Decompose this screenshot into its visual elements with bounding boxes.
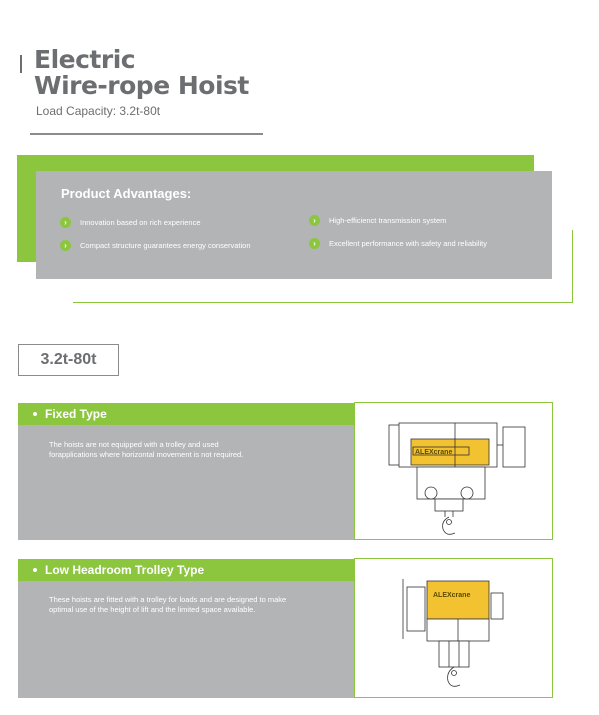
low-headroom-hoist-image xyxy=(355,559,552,697)
chevron-right-icon: › xyxy=(309,238,320,249)
advantage-text: Compact structure guarantees energy conservation xyxy=(80,241,251,250)
capacity-badge-text: 3.2t-80t xyxy=(40,351,97,368)
chevron-right-icon: › xyxy=(60,217,71,228)
fixed-type-description: The hoists are not equipped with a trolley and used forapplications where horizontal movement is not required. xyxy=(49,440,244,459)
low-headroom-description: These hoists are fitted with a trolley for loads and are designed to make optimal use of the height of lift and the limited space available. xyxy=(49,595,287,614)
low-headroom-title: Low Headroom Trolley Type xyxy=(45,563,205,577)
page-title-line-2: Wire-rope Hoist xyxy=(34,71,249,100)
advantage-item xyxy=(309,238,487,249)
hoist-brand-label: ALEXcrane xyxy=(415,449,453,456)
chevron-right-icon: › xyxy=(309,215,320,226)
fixed-hoist-image xyxy=(355,403,552,539)
page-title xyxy=(34,47,249,99)
advantages-outline-horizontal xyxy=(73,302,573,303)
fixed-type-title: Fixed Type xyxy=(45,407,107,421)
advantage-text: Innovation based on rich experience xyxy=(80,218,201,227)
fixed-type-image-frame xyxy=(354,402,553,540)
advantage-item xyxy=(60,240,251,251)
advantage-text: High-efficienct transmission system xyxy=(329,216,447,225)
bullet-icon xyxy=(33,412,37,416)
hoist-brand-label: ALEXcrane xyxy=(433,592,471,599)
capacity-badge xyxy=(18,344,119,376)
page-title-line-1: Electric xyxy=(34,45,136,74)
title-divider xyxy=(30,133,263,135)
title-accent-bar xyxy=(20,55,22,73)
low-headroom-header xyxy=(18,559,354,581)
advantage-item xyxy=(309,215,446,226)
advantages-outline-vertical xyxy=(572,230,573,303)
low-headroom-image-frame xyxy=(354,558,553,698)
fixed-type-header xyxy=(18,403,354,425)
advantage-item xyxy=(60,217,201,228)
bullet-icon xyxy=(33,568,37,572)
load-capacity-subtitle: Load Capacity: 3.2t-80t xyxy=(36,104,161,118)
advantage-text: Excellent performance with safety and reliability xyxy=(329,239,487,248)
advantages-heading: Product Advantages: xyxy=(61,186,192,201)
chevron-right-icon: › xyxy=(60,240,71,251)
